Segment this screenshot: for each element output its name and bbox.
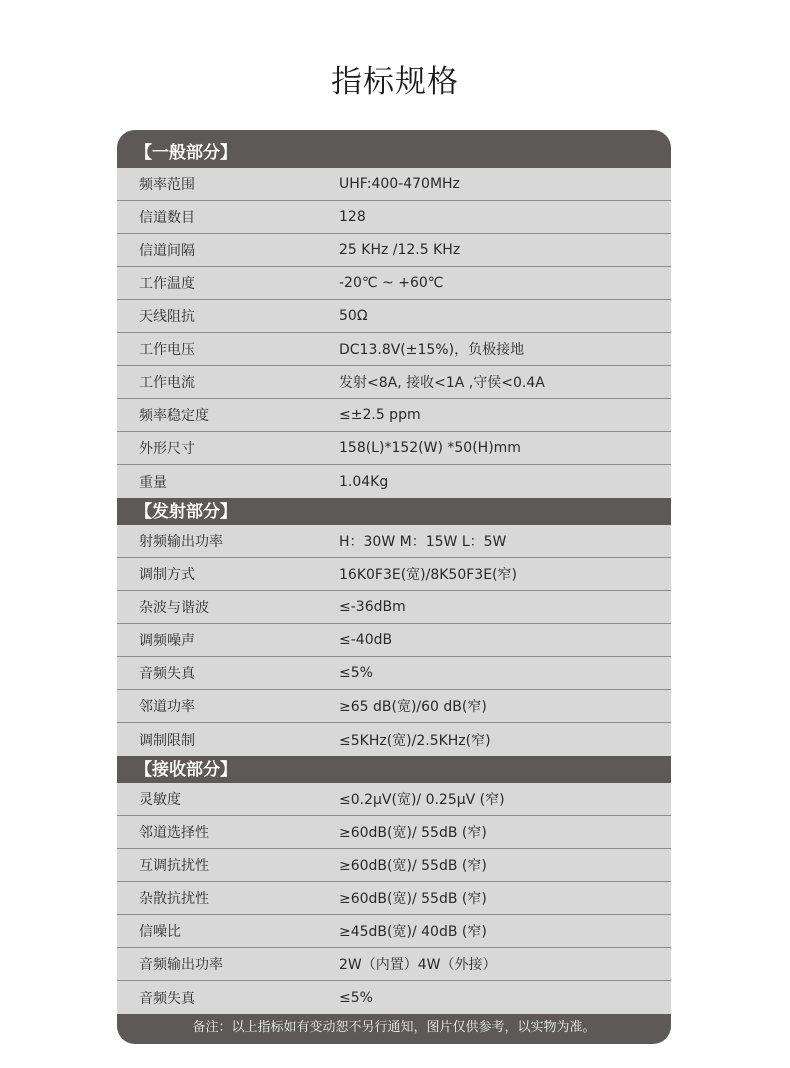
spec-label: 音频输出功率 (139, 957, 223, 973)
spec-value: ≤±2.5 ppm (339, 407, 421, 423)
spec-value: UHF:400-470MHz (339, 176, 460, 192)
spec-row (117, 882, 671, 915)
page-title: 指标规格 (331, 64, 459, 100)
spec-value: ≥60dB(宽)/ 55dB (窄) (339, 891, 487, 907)
spec-row (117, 915, 671, 948)
spec-value: 25 KHz /12.5 KHz (339, 242, 461, 258)
spec-label: 音频失真 (139, 666, 195, 682)
spec-label: 信噪比 (139, 924, 181, 940)
spec-label: 音频失真 (139, 990, 195, 1007)
section-header-receive: 【接收部分】 (117, 756, 671, 783)
spec-value: 16K0F3E(宽)/8K50F3E(窄) (339, 567, 517, 583)
spec-label: 信道间隔 (139, 243, 195, 259)
spec-label: 工作温度 (139, 276, 195, 292)
spec-value: ≥45dB(宽)/ 40dB (窄) (339, 924, 487, 940)
spec-value: -20℃ ~ +60℃ (339, 275, 444, 291)
spec-label: 互调抗扰性 (139, 858, 209, 874)
spec-row (117, 432, 671, 465)
spec-row (117, 399, 671, 432)
spec-value: ≤-36dBm (339, 599, 406, 615)
spec-row (117, 525, 671, 558)
spec-row (117, 657, 671, 690)
spec-value: ≤-40dB (339, 632, 393, 648)
spec-label: 外形尺寸 (139, 441, 195, 457)
spec-value: H：30W M：15W L：5W (339, 534, 507, 550)
spec-value: 2W（内置）4W（外接） (339, 957, 497, 973)
spec-row (117, 201, 671, 234)
spec-label: 频率稳定度 (139, 408, 209, 424)
spec-label: 频率范围 (139, 177, 195, 193)
spec-label: 邻道选择性 (139, 825, 209, 841)
spec-row (117, 366, 671, 399)
spec-row (117, 816, 671, 849)
section-header-general: 【一般部分】 (117, 130, 671, 168)
spec-row (117, 624, 671, 657)
spec-row (117, 333, 671, 366)
spec-row (117, 591, 671, 624)
spec-row (117, 558, 671, 591)
spec-label: 调频噪声 (139, 633, 195, 649)
spec-row (117, 948, 671, 981)
spec-value: 发射<8A, 接收<1A ,守侯<0.4A (339, 375, 545, 391)
spec-value: 1.04Kg (339, 473, 389, 490)
spec-table (117, 130, 671, 1044)
spec-value: 128 (339, 209, 366, 225)
spec-label: 灵敏度 (139, 792, 181, 808)
spec-value: 50Ω (339, 308, 368, 324)
section-header-transmit: 【发射部分】 (117, 498, 671, 525)
spec-value: DC13.8V(±15%)，负极接地 (339, 342, 525, 358)
spec-row (117, 168, 671, 201)
spec-row (117, 690, 671, 723)
spec-value: ≥60dB(宽)/ 55dB (窄) (339, 825, 487, 841)
spec-label: 信道数目 (139, 210, 195, 226)
spec-value: ≥60dB(宽)/ 55dB (窄) (339, 858, 487, 874)
spec-value: ≥65 dB(宽)/60 dB(窄) (339, 699, 487, 715)
spec-value: ≤5% (339, 989, 373, 1006)
spec-label: 工作电流 (139, 375, 195, 391)
spec-row (117, 465, 671, 498)
spec-row (117, 234, 671, 267)
spec-row (117, 849, 671, 882)
spec-row (117, 981, 671, 1014)
spec-label: 杂波与谐波 (139, 600, 209, 616)
spec-label: 调制方式 (139, 567, 195, 583)
spec-value: ≤5KHz(宽)/2.5KHz(窄) (339, 732, 491, 749)
spec-row (117, 267, 671, 300)
spec-label: 重量 (139, 474, 167, 491)
spec-label: 天线阻抗 (139, 309, 195, 325)
spec-row (117, 723, 671, 756)
footer-note: 备注：以上指标如有变动恕不另行通知，图片仅供参考，以实物为准。 (117, 1014, 671, 1044)
spec-value: 158(L)*152(W) *50(H)mm (339, 440, 521, 456)
spec-label: 邻道功率 (139, 699, 195, 715)
spec-label: 调制限制 (139, 732, 195, 749)
spec-row (117, 783, 671, 816)
spec-value: ≤0.2μV(宽)/ 0.25μV (窄) (339, 792, 505, 808)
spec-label: 杂散抗扰性 (139, 891, 209, 907)
spec-row (117, 300, 671, 333)
spec-label: 工作电压 (139, 342, 195, 358)
spec-value: ≤5% (339, 665, 373, 681)
spec-label: 射频输出功率 (139, 534, 223, 550)
